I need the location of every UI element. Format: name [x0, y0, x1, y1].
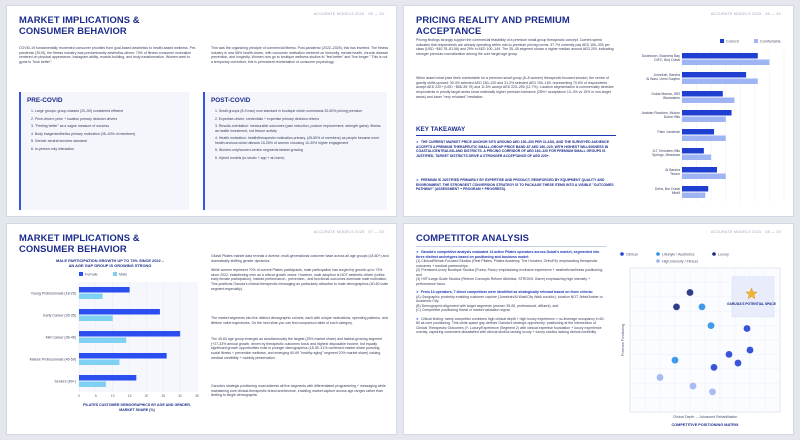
- pricing-by-district-chart: [622, 36, 790, 212]
- page-title-line-1: PRICING REALITY AND PREMIUM: [416, 14, 570, 25]
- page-title-line-2: CONSUMER BEHAVIOR: [19, 242, 127, 254]
- bar-comfortable: [682, 79, 758, 85]
- list-item: 1. Large groups: group classes (20–50) considered efficient: [31, 109, 124, 113]
- category-label: DIFC, Burj Dubai: [654, 58, 680, 63]
- finding-1-a: (1) Clinical/Rehab-Focused Studios (Rest Pilates, Pilates Academy, The Hundred, OrthoFit): emphasizing therapeutic outcomes + medical partnerships;: [416, 259, 598, 268]
- intro-left-paragraph: COVID-19 fundamentally reoriented consumer priorities from goal-based aesthetics to health-based wellness. Pre-pandemic (2019), the fitness industry was predominantly aesthetics-driven: 70% of fitness consumer motivation centered on physical appearance, Instagram-ability, muscle-building, and body transformation. Women went to gyms to "look better.": [19, 46, 197, 65]
- point-clinical: [735, 360, 742, 367]
- point-lifestyle-aesthetics: [672, 357, 679, 364]
- finding-2: [416, 290, 606, 313]
- point-lifestyle-aesthetics: [708, 322, 715, 329]
- demographics-paragraph-4: The 45-60 age group emerges as simultaneously the largest (25% market share) and fastest-growing segment (+27-33% annual growth, driven by therapeutic outcomes focus and highest disposable income, but equally significant growth opportunities exist in younger demographics (18-35: 41% combined market share pursuing social fitness + prevention wellness, and emerging 60-69 "healthy aging" segment 20% market share) valuing medical credibility + mobility preservation.: [211, 337, 383, 360]
- legend-swatch-current: [720, 39, 724, 43]
- arrow-right-icon: ➤: [416, 178, 419, 182]
- category-label: Mirdif: [671, 191, 680, 196]
- bar-comfortable: [682, 155, 711, 161]
- finding-2-c: (C) Competitive positioning threat or market validation signal.: [416, 308, 511, 312]
- intro-right-paragraph: This was the organizing principle of commercial fitness. Post-pandemic (2022–2025), this has inverted. The fitness industry is now 58% health-driven, with consumer motivation centered on immunity, mental health, chronic disease prevention, and longevity. Women now go to boutique wellness studios to "feel better" and "live longer." This is not a temporary correction; this is permanent reorientation of consumer psychology.: [211, 46, 389, 65]
- page-number: 06 — 30: [765, 12, 781, 16]
- bar-current: [682, 91, 723, 97]
- category-label: Dubai Marina, JBR: [651, 92, 680, 96]
- x-axis-label: Clinical Depth → Advanced Rehabilitation: [672, 415, 738, 419]
- running-header: [711, 230, 781, 234]
- finding-3: [416, 317, 606, 335]
- finding-1-head: Garuda's competitive analysis evaluated 14 active Pilates operators across Dubai's market, segmented into three distinct archetypes based on positioning and business model:: [416, 250, 600, 259]
- bar-current: [682, 53, 758, 59]
- page-title-line-2: CONSUMER BEHAVIOR: [19, 24, 127, 36]
- key-takeaway-heading: KEY TAKEAWAY: [416, 126, 466, 133]
- legend-marker: [656, 259, 660, 263]
- list-item: 4. Body image/aesthetics primary motivation (35–40% of members): [31, 131, 136, 136]
- bar-male: [79, 360, 119, 366]
- pre-covid-list: [27, 109, 183, 151]
- point-lifestyle-aesthetics: [699, 303, 706, 310]
- report-header-text: ACCURATE MODELS 2025: [313, 12, 365, 16]
- category-label: Springs, Meadows: [652, 153, 680, 158]
- legend-label-male: Male: [119, 272, 128, 277]
- competitor-findings: [416, 250, 606, 339]
- list-item: 5. Women-only/women-centric segments fastest growing: [215, 148, 303, 152]
- post-covid-heading: POST-COVID: [211, 97, 251, 104]
- bar-current: [682, 167, 717, 173]
- finding-2-head: From 14 operators, 7 direct competitors were identified as strategically relevant based on three criteria:: [420, 290, 593, 294]
- legend-marker: [656, 252, 660, 256]
- finding-2-b: (B) Demographic alignment with target segments (women 35-65, professional, affluent), and: [416, 303, 559, 308]
- category-label: Downtown, Business Bay: [641, 54, 680, 58]
- list-item: 2. Price-driven: price + location primary decision drivers: [31, 116, 118, 121]
- point-clinical: [744, 325, 751, 332]
- category-label: JLT, Emirates Hills: [652, 149, 680, 153]
- bar-current: [682, 186, 708, 192]
- category-label: Arabian Ranches, Mudon: [641, 111, 680, 115]
- finding-3-text: Critical finding: rarely competitor combines high clinical depth + high luxury experience = no-leverage occupancy in 60-80 as core positioning. This white-space gap defines Garuda's strategic opportunity: positioning at the intersection of Clinical Therapeutic Outcomes (Y: Luxury/Experience (Segment 2) with clinical expertise foundation + luxury experience overlay, capturing customers dissatisfied with clinical studios lacking luxury + luxury studios lacking clinical credibility.: [416, 316, 605, 334]
- report-header-text: ACCURATE MODELS 2025: [313, 230, 365, 234]
- legend-marker: [620, 252, 624, 256]
- chart-caption-line-2: MARKET SHARE (%): [119, 408, 155, 412]
- running-header: [314, 12, 384, 16]
- bar-comfortable: [682, 193, 705, 199]
- legend-label: High intensity / Fitness: [662, 259, 699, 264]
- x-tick-label: 10: [110, 394, 115, 398]
- demographics-paragraph-2: While women represent 70% of current Pilates participants, male participation has surged by growth up to 73% since 2022, establishing men as a critical growth vector. However, male adoption is NOT aesthetic-driven (unlike early female participation), instead performance-, prevention-, and functional outcomes dominate male motivation. This positions Garuda's clinical-therapeutic messaging as particularly attractive to male demographics (40-60 male segment especially).: [211, 268, 389, 291]
- list-item: 5. Gender-neutral services standard: [31, 139, 87, 143]
- category-label: Tecom: [670, 172, 680, 177]
- legend-label-female: Female: [85, 272, 98, 277]
- x-tick-label: 0: [78, 394, 80, 398]
- point-high-intensity-fitness: [690, 383, 697, 390]
- key-takeaway-text-1: THE CURRENT MARKET PRICE ANCHOR SITS AROUND AED 150–200 PER CLASS, AND THE SURVEYED AUDIENCE ACCEPTS A PREMIUM THERAPEUTIC SMALL-GROUP PRICE BAND AT AED 180–220, WITH HIGHEST WILLINGNESS IN COASTAL/CENTRAL/ISLAND DISTRICTS. A PRICING CORRIDOR OF AED 180–220 FOR PREMIUM SMALL GROUPS IS JUSTIFIED, TARGET DISTRICTS DRIVE A STRONGER ACCEPTANCE OF AED 220+.: [416, 140, 610, 158]
- page-number: 05 — 30: [368, 12, 384, 16]
- legend-label-comfortable: Comfortable: [760, 39, 781, 44]
- legend-swatch-male: [113, 272, 117, 276]
- finding-1-c: (3) HIIT/Large-Scale Studios (Reform Concepts Reform Athletica, STRONG, Barre) emphasizing high intensity + performance focus.: [416, 277, 590, 286]
- bar-current: [682, 110, 732, 116]
- chart-title-line-1: MALE PARTICIPATION GROWTH UP TO 73% SINCE 2022 –: [56, 258, 164, 263]
- key-takeaway-item-2: [416, 178, 616, 192]
- age-gender-demographics-chart: [17, 254, 203, 430]
- arrow-right-icon: ➤: [416, 290, 419, 294]
- running-header: [314, 230, 384, 234]
- whitespace-label: GARUDA'S POTENTIAL SPACE: [726, 301, 777, 306]
- page-number: 08 — 30: [765, 230, 781, 234]
- arrow-right-icon: ➤: [416, 140, 419, 144]
- chart-title-line-2: AN AGE GAP GROUP IS GROWING STRONG: [68, 263, 152, 268]
- finding-1-b: (2) Premium/Luxury Boutique Studios (Purea, Paus): emphasizing exclusive experience + aesthetic/wellness positioning; and: [416, 268, 603, 277]
- bar-current: [682, 129, 714, 135]
- arrow-right-icon: ➤: [416, 250, 419, 254]
- page-title: [416, 15, 570, 36]
- bar-comfortable: [682, 60, 769, 66]
- page-number: 07 — 30: [368, 230, 384, 234]
- bar-comfortable: [682, 117, 726, 123]
- key-takeaway-divider: [416, 135, 616, 136]
- arrow-right-icon: ➤: [416, 316, 419, 321]
- pre-covid-card: [19, 92, 189, 210]
- legend-swatch-female: [79, 272, 83, 276]
- report-page-competitor-analysis[interactable]: [403, 223, 794, 435]
- running-header: [711, 12, 781, 16]
- point-high-intensity-fitness: [709, 388, 716, 395]
- report-page-pricing-reality[interactable]: [403, 5, 794, 217]
- pricing-intro-paragraph: Pricing findings strongly support the commercial feasibility of a premium small-group therapeutic concept. Current spend indicates that respondents are already operating within mid-to-premium pricing norms: 37.7% currently pay AED 150–300 per class (USD ~$40.78–81.56) and 29% in AED 100–149. The 35–45 segment shows a higher median around AED 200, indicating stronger premium normalization among the core target age group.: [416, 38, 614, 57]
- page-title: [19, 15, 140, 36]
- list-item: 1. Small groups (8-9 max) now standard in boutique which commands 20-50% pricing premium: [215, 109, 363, 113]
- category-label: Seniors (60+): [54, 379, 76, 384]
- y-axis-label: Premium Positioning: [621, 323, 625, 357]
- report-page-market-implications[interactable]: [6, 5, 397, 217]
- legend-label-current: Current: [726, 39, 739, 44]
- x-tick-label: 35: [195, 394, 199, 398]
- report-page-market-implications-2[interactable]: [6, 223, 397, 435]
- x-tick-label: 5: [94, 394, 97, 398]
- category-label: Jumeirah, Barsha: [653, 73, 680, 77]
- page-title-line-1: MARKET IMPLICATIONS &: [19, 14, 140, 25]
- category-label: Palm Jumeirah: [657, 130, 680, 134]
- category-label: Mid Career (36-45): [45, 335, 76, 340]
- category-label: Dubai Hills: [663, 115, 680, 120]
- bar-male: [79, 316, 113, 322]
- post-covid-card: [203, 92, 387, 210]
- point-high-intensity-fitness: [657, 374, 664, 381]
- demographics-intro: Global Pilates market data reveals a diverse, multi-generational customer base across all age groups (18-60+) and dramatically shifting gender dynamics.: [211, 254, 389, 263]
- point-luxury: [673, 303, 680, 310]
- legend-label: Luxury: [718, 252, 729, 257]
- category-label: Mature Professionals (46-59): [29, 357, 76, 362]
- bar-female: [79, 331, 180, 337]
- x-tick-label: 30: [178, 394, 182, 398]
- page-title-line-1: MARKET IMPLICATIONS &: [19, 232, 140, 243]
- key-takeaway-item-1: [416, 140, 616, 158]
- post-covid-list: [211, 109, 381, 160]
- point-clinical: [726, 351, 733, 358]
- demographics-paragraph-3: The market segments into five distinct demographic cohorts, each with unique motivations, spending patterns, and lifetime value trajectories. On the next slide you can find comparison table of each category.: [211, 316, 388, 325]
- legend-marker: [712, 252, 716, 256]
- bar-current: [682, 72, 746, 78]
- page-title: [19, 233, 140, 254]
- demographics-paragraph-5: Garuda's strategic positioning must address all five segments with differentiated programming + messaging while maintaining core clinical-therapeutic brand architecture, enabling market capture across age ranges rather than limiting to single demographic.: [211, 384, 386, 398]
- report-header-text: ACCURATE MODELS 2025: [710, 12, 762, 16]
- finding-2-a: (A) Geographic proximity enabling customer capture (Jumeirah/Al Wasl/City Walk corridor), location NOT Jebel/Amber or Academic City;: [416, 294, 603, 303]
- list-item: 3. Results-orientation: measurable outcomes (pain reduction, posture improvement, strength gains). fitness as health investment, not leisure activity: [215, 124, 381, 133]
- category-label: Young Professionals (18-25): [30, 291, 76, 296]
- bar-female: [79, 309, 160, 315]
- bar-female: [79, 287, 130, 293]
- chart-caption: COMPETITIVE POSITIONING MATRIX: [671, 423, 739, 427]
- page-title-line-2: ACCEPTANCE: [416, 24, 482, 36]
- pricing-second-paragraph: When asked what price feels comfortable for a premium small group (6–8 women) therapeutic focused session, the centre of gravity shifts upward: 39.4% selected AED 180–220 and 31.2% selected AED 150–180, representing 70.6% of respondents accept AED 220+ (USD ~$58–59.79) and 11.5% accept AED 220–250 (11.7%). Location segmentation is commercially decisive: respondents in priority target areas show materially higher premium tolerance (28%+ acceptance 10–4% vs 15% in non-target areas) and lower "very reluctant" hesitation.: [416, 76, 615, 99]
- title-divider: [416, 246, 606, 247]
- legend-label: Clinical: [626, 252, 638, 257]
- page-title: COMPETITOR ANALYSIS: [416, 232, 530, 243]
- bar-male: [79, 338, 126, 344]
- list-item: 2. Expertise-driven: credentials + expertise primary decision drivers: [215, 116, 320, 121]
- list-item: 6. Hybrid models (in-studio + app + at-home): [215, 155, 285, 160]
- report-header-text: ACCURATE MODELS 2025: [710, 230, 762, 234]
- chart-caption-line-1: PILATES CUSTOMER DEMOGRAPHICS BY AGE AND GENDER,: [83, 403, 191, 407]
- finding-1: [416, 250, 606, 286]
- list-item: 3. "Feeling better" as a vague measure of success: [31, 124, 109, 128]
- list-item: 6. In-person only interaction: [31, 146, 75, 151]
- list-item: 4. Health motivation: health/therapeutic motivation primary. (45-55% of members) as people became more health anxious which attracts 15-25% of women choosing 10-30% higher engagement: [215, 136, 380, 145]
- category-label: Deira, Bur Dubai: [654, 187, 680, 191]
- bar-comfortable: [682, 174, 726, 180]
- x-tick-label: 20: [144, 394, 149, 398]
- legend-label: Lifestyle / Aesthetics: [662, 252, 695, 257]
- pre-covid-heading: PRE-COVID: [27, 97, 63, 104]
- legend-swatch-comfortable: [754, 39, 758, 43]
- bar-female: [79, 375, 136, 381]
- category-label: Al Barsha: [665, 168, 680, 172]
- bar-male: [79, 294, 103, 300]
- point-clinical: [711, 364, 718, 371]
- x-tick-label: 15: [127, 394, 132, 398]
- x-tick-label: 25: [161, 394, 166, 398]
- bar-comfortable: [682, 136, 726, 142]
- bar-male: [79, 382, 106, 388]
- category-label: Bluewaters: [663, 96, 680, 101]
- key-takeaway-text-2: PREMIUM IS JUSTIFIED PRIMARILY BY EXPERTISE AND PRODUCT, REINFORCED BY EQUIPMENT QUALITY AND ENVIRONMENT. THE STRONGEST CONVERSION STRATEGY IS TO PACKAGE THESE ITEMS INTO A VISIBLE "OUTCOMES PATHWAY" (ASSESSMENT + PROGRAM + PROGRESS).: [416, 178, 614, 192]
- bar-current: [682, 148, 704, 154]
- bar-comfortable: [682, 98, 734, 104]
- point-luxury: [687, 289, 694, 296]
- competitive-positioning-matrix: [612, 248, 788, 432]
- point-clinical: [747, 347, 754, 354]
- bar-female: [79, 353, 167, 359]
- category-label: Al Wasl, Umm Suqeim: [646, 77, 680, 82]
- category-label: Early Career (26-35): [43, 313, 76, 318]
